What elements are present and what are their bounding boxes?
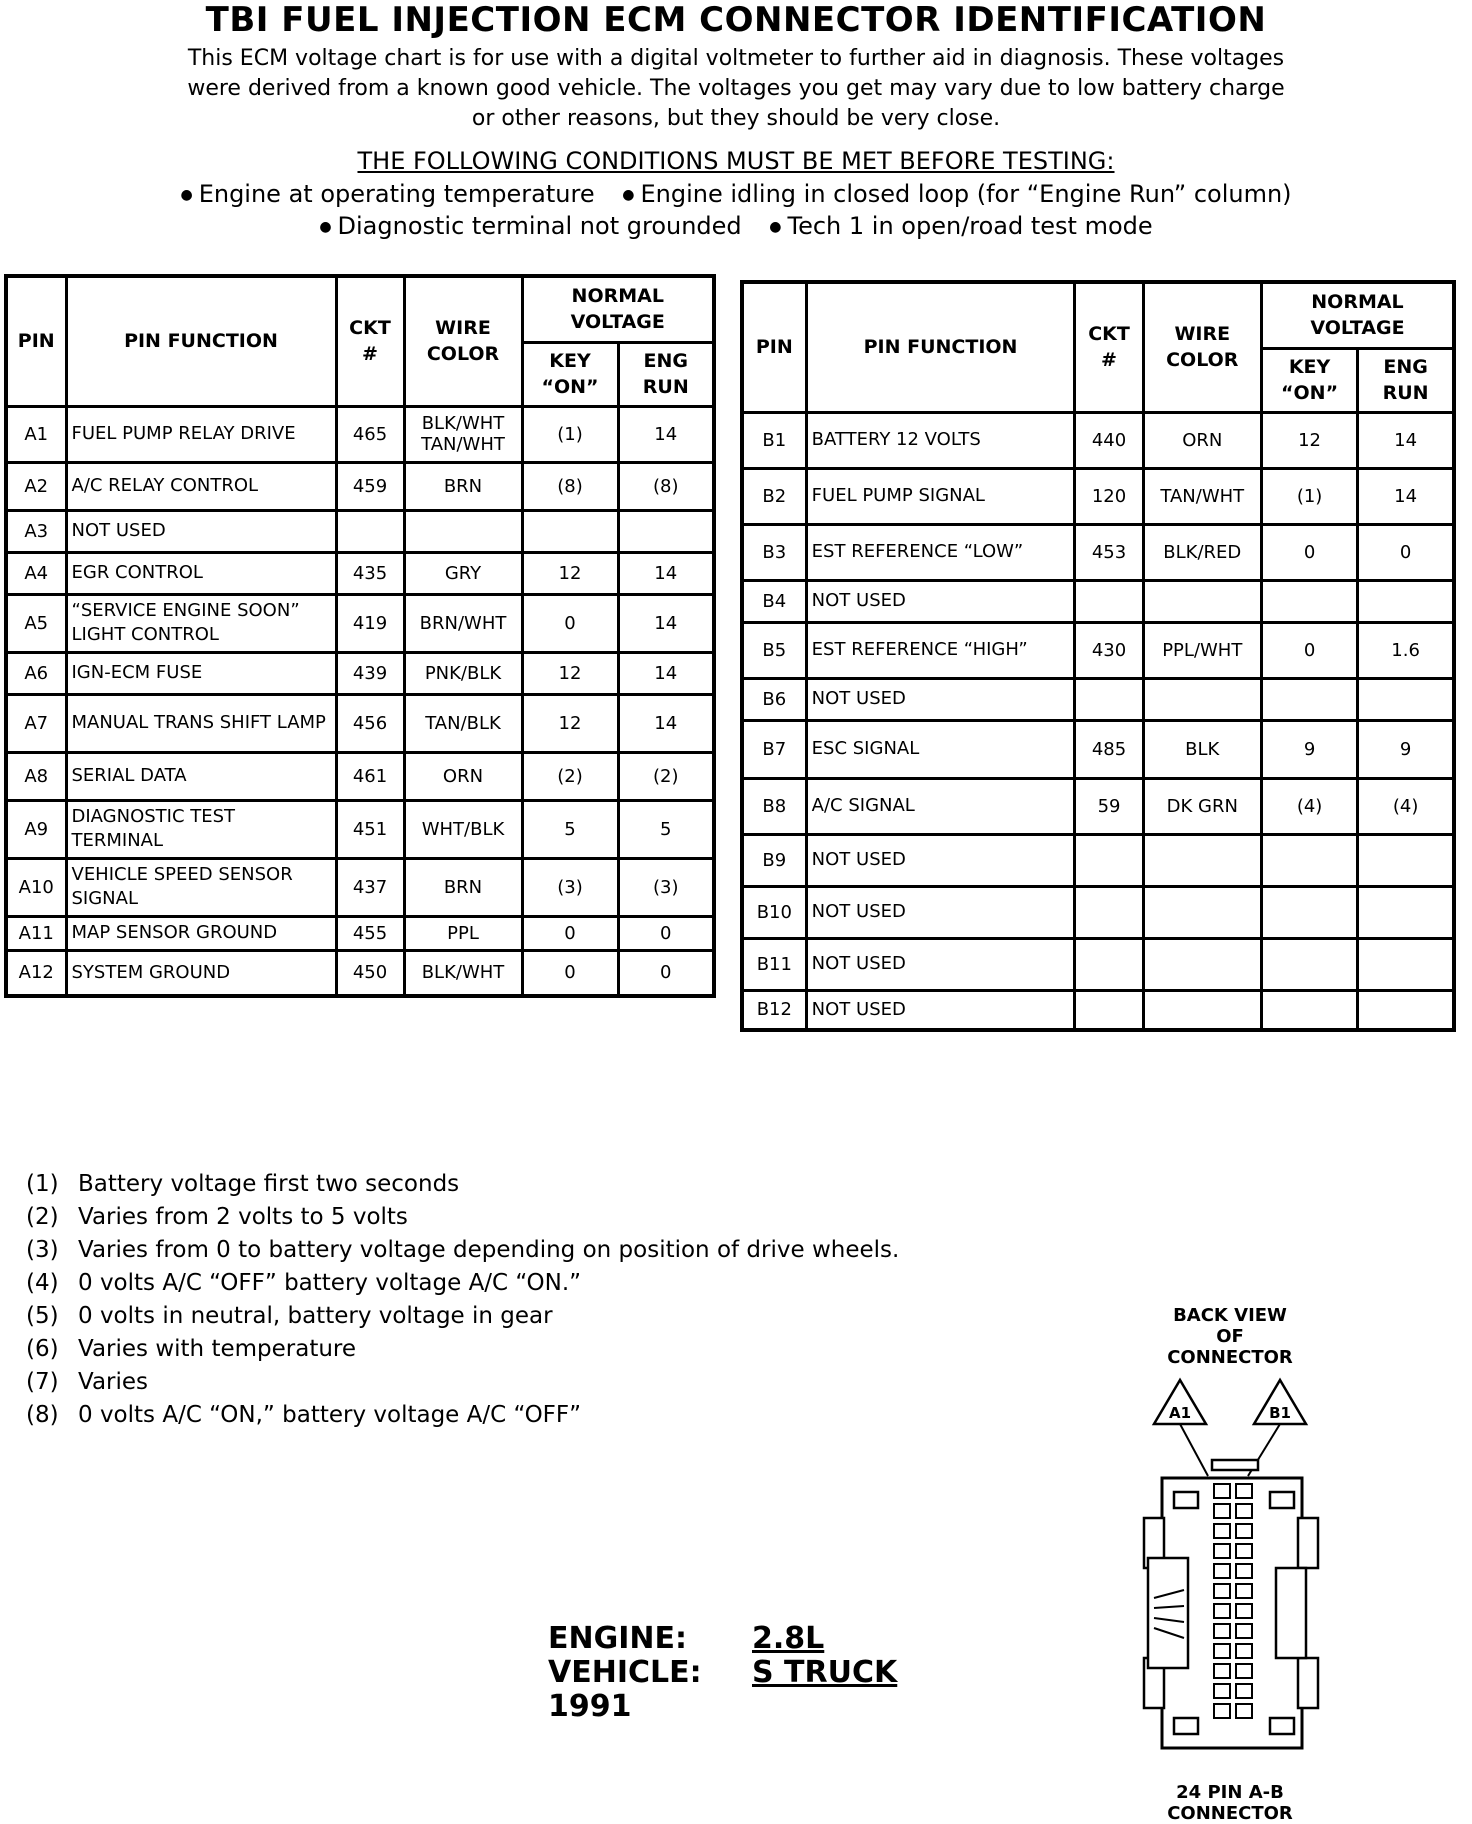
pin-cell: A3 xyxy=(6,510,66,552)
ckt-cell: 451 xyxy=(336,800,404,858)
footnote-number: (8) xyxy=(26,1402,59,1428)
pin-cavity xyxy=(1214,1524,1230,1538)
engine-value: 2.8L xyxy=(752,1621,825,1656)
header-pin-function: PIN FUNCTION xyxy=(66,276,336,406)
pin-function-cell: A/C SIGNAL xyxy=(806,778,1075,834)
eng-run-cell: 0 xyxy=(1358,524,1454,580)
ckt-cell: 435 xyxy=(336,552,404,594)
eng-run-cell: 14 xyxy=(1358,468,1454,524)
condition-item: ● Engine at operating temperature xyxy=(180,180,594,208)
footnote-number: (5) xyxy=(26,1303,59,1329)
eng-run-cell: 14 xyxy=(618,694,714,752)
footnote-text: Varies with temperature xyxy=(78,1336,357,1362)
table-row xyxy=(6,916,714,950)
footnote-text: Varies from 0 to battery voltage depending on position of drive wheels. xyxy=(78,1237,900,1263)
header-ckt: CKT # xyxy=(1075,282,1143,412)
footnotes xyxy=(26,1168,899,1432)
key-on-cell xyxy=(1261,678,1357,720)
pin-function-cell: EST REFERENCE “LOW” xyxy=(806,524,1075,580)
pin-cavity xyxy=(1236,1604,1252,1618)
model-year: 1991 xyxy=(548,1689,632,1724)
pin-function-cell: MANUAL TRANS SHIFT LAMP xyxy=(66,694,336,752)
ckt-cell: 440 xyxy=(1075,412,1143,468)
vehicle-value: S TRUCK xyxy=(752,1655,898,1690)
key-on-cell: 12 xyxy=(522,694,618,752)
pin-function-cell: VEHICLE SPEED SENSOR SIGNAL xyxy=(66,858,336,916)
pin-function-cell: A/C RELAY CONTROL xyxy=(66,462,336,510)
eng-run-cell: 14 xyxy=(1358,412,1454,468)
header-normal-voltage: NORMAL VOLTAGE xyxy=(1261,282,1454,348)
footnote-number: (3) xyxy=(26,1237,59,1263)
key-on-cell xyxy=(1261,990,1357,1030)
pin-cavity xyxy=(1214,1504,1230,1518)
wire-color-cell: TAN/BLK xyxy=(404,694,522,752)
pin-cell: B9 xyxy=(742,834,806,886)
pin-cell: A12 xyxy=(6,950,66,996)
ckt-cell xyxy=(1075,678,1143,720)
wire-color-cell: DK GRN xyxy=(1143,778,1261,834)
pin-cavity xyxy=(1214,1664,1230,1678)
footnote xyxy=(26,1300,899,1333)
wire-color-cell: ORN xyxy=(1143,412,1261,468)
pin-function-cell: EST REFERENCE “HIGH” xyxy=(806,622,1075,678)
pin-cavity xyxy=(1214,1544,1230,1558)
header-pin: PIN xyxy=(6,276,66,406)
key-on-cell: 9 xyxy=(1261,720,1357,778)
header-wire-color: WIRE COLOR xyxy=(1143,282,1261,412)
table-row xyxy=(742,622,1454,678)
table-row xyxy=(6,552,714,594)
table-row xyxy=(6,858,714,916)
pin-function-cell: MAP SENSOR GROUND xyxy=(66,916,336,950)
wire-color-cell: BRN xyxy=(404,462,522,510)
pin-cell: A10 xyxy=(6,858,66,916)
eng-run-cell: 14 xyxy=(618,652,714,694)
key-on-cell xyxy=(1261,938,1357,990)
eng-run-cell: 14 xyxy=(618,552,714,594)
key-on-cell: 12 xyxy=(522,652,618,694)
wire-color-cell: BRN xyxy=(404,858,522,916)
footnote-text: Battery voltage first two seconds xyxy=(78,1171,460,1197)
pin-a1-marker xyxy=(1154,1380,1208,1476)
ckt-cell: 450 xyxy=(336,950,404,996)
ckt-cell xyxy=(1075,834,1143,886)
wire-color-cell: PPL/WHT xyxy=(1143,622,1261,678)
key-on-cell: (2) xyxy=(522,752,618,800)
pin-cavity xyxy=(1214,1584,1230,1598)
pin-function-cell: NOT USED xyxy=(806,834,1075,886)
pin-cell: B7 xyxy=(742,720,806,778)
eng-run-cell xyxy=(1358,580,1454,622)
table-row xyxy=(6,950,714,996)
table-row xyxy=(742,886,1454,938)
table-row xyxy=(6,694,714,752)
table-row xyxy=(742,778,1454,834)
pin-cavity xyxy=(1214,1644,1230,1658)
pin-function-cell: SERIAL DATA xyxy=(66,752,336,800)
key-on-cell xyxy=(522,510,618,552)
eng-run-cell xyxy=(1358,886,1454,938)
wire-color-cell xyxy=(1143,834,1261,886)
pin-function-cell: NOT USED xyxy=(806,886,1075,938)
pin-function-cell: ESC SIGNAL xyxy=(806,720,1075,778)
eng-run-cell: 0 xyxy=(618,916,714,950)
pin-function-cell: SYSTEM GROUND xyxy=(66,950,336,996)
eng-run-cell: 1.6 xyxy=(1358,622,1454,678)
wire-color-cell: BRN/WHT xyxy=(404,594,522,652)
wire-color-cell: WHT/BLK xyxy=(404,800,522,858)
pin-cell: B1 xyxy=(742,412,806,468)
pin-function-cell: EGR CONTROL xyxy=(66,552,336,594)
pin-cavity xyxy=(1236,1504,1252,1518)
pin-cavity xyxy=(1236,1484,1252,1498)
pin-cavity xyxy=(1214,1624,1230,1638)
pin-cavity xyxy=(1236,1664,1252,1678)
pin-cell: B12 xyxy=(742,990,806,1030)
table-row xyxy=(6,652,714,694)
ckt-cell xyxy=(1075,886,1143,938)
footnote xyxy=(26,1168,899,1201)
wire-color-cell: GRY xyxy=(404,552,522,594)
ckt-cell xyxy=(1075,990,1143,1030)
pin-function-cell: NOT USED xyxy=(806,990,1075,1030)
eng-run-cell: 14 xyxy=(618,594,714,652)
pin-cavity xyxy=(1236,1644,1252,1658)
eng-run-cell: 0 xyxy=(618,950,714,996)
pin-cell: A1 xyxy=(6,406,66,462)
pin-table-a xyxy=(4,274,716,998)
ckt-cell: 439 xyxy=(336,652,404,694)
pin-table-b xyxy=(740,280,1456,1032)
pin-cell: A9 xyxy=(6,800,66,858)
ckt-cell: 459 xyxy=(336,462,404,510)
pin-cell: A6 xyxy=(6,652,66,694)
condition-item: ● Engine idling in closed loop (for “Engine Run” column) xyxy=(622,180,1291,208)
wire-color-cell: PNK/BLK xyxy=(404,652,522,694)
ckt-cell: 455 xyxy=(336,916,404,950)
vehicle-label: VEHICLE: xyxy=(548,1655,702,1690)
pin-cell: B6 xyxy=(742,678,806,720)
pin-cell: B3 xyxy=(742,524,806,580)
footnote xyxy=(26,1201,899,1234)
key-on-cell xyxy=(1261,886,1357,938)
intro-line: were derived from a known good vehicle. The voltages you get may vary due to low battery charge xyxy=(187,76,1285,101)
connector-label: 24 PIN A-B CONNECTOR xyxy=(1167,1782,1293,1824)
intro-line: This ECM voltage chart is for use with a digital voltmeter to further aid in diagnosis. These voltages xyxy=(187,46,1285,71)
pin-function-cell: NOT USED xyxy=(806,678,1075,720)
intro-line: or other reasons, but they should be very close. xyxy=(471,106,1001,131)
key-on-cell: (4) xyxy=(1261,778,1357,834)
table-row xyxy=(742,412,1454,468)
key-on-cell xyxy=(1261,834,1357,886)
footnote-number: (2) xyxy=(26,1204,59,1230)
pin-function-cell: IGN-ECM FUSE xyxy=(66,652,336,694)
footnote xyxy=(26,1267,899,1300)
eng-run-cell xyxy=(618,510,714,552)
pin-cell: B11 xyxy=(742,938,806,990)
document-title: TBI FUEL INJECTION ECM CONNECTOR IDENTIFICATION xyxy=(205,0,1267,40)
pin-cavity xyxy=(1214,1604,1230,1618)
table-row xyxy=(6,594,714,652)
footnote xyxy=(26,1234,899,1267)
wire-color-cell xyxy=(1143,678,1261,720)
pin-function-cell: FUEL PUMP RELAY DRIVE xyxy=(66,406,336,462)
pin-cavity xyxy=(1236,1704,1252,1718)
pin-cell: B4 xyxy=(742,580,806,622)
wire-color-cell xyxy=(1143,938,1261,990)
header-key-on: KEY “ON” xyxy=(522,342,618,406)
intro-paragraph xyxy=(60,44,1412,134)
key-on-cell: 0 xyxy=(1261,622,1357,678)
wire-color-cell: PPL xyxy=(404,916,522,950)
pin-cavity xyxy=(1214,1564,1230,1578)
key-on-cell: (1) xyxy=(1261,468,1357,524)
table-row xyxy=(742,678,1454,720)
footnote xyxy=(26,1366,899,1399)
conditions-line-1 xyxy=(0,180,1472,208)
ckt-cell: 59 xyxy=(1075,778,1143,834)
pin-cell: A7 xyxy=(6,694,66,752)
footnote xyxy=(26,1333,899,1366)
eng-run-cell xyxy=(1358,990,1454,1030)
footnote-text: 0 volts A/C “ON,” battery voltage A/C “OFF” xyxy=(78,1402,582,1428)
ckt-cell: 120 xyxy=(1075,468,1143,524)
pin-function-cell: “SERVICE ENGINE SOON” LIGHT CONTROL xyxy=(66,594,336,652)
table-row xyxy=(6,800,714,858)
pin-cavity xyxy=(1214,1684,1230,1698)
pin-cell: A8 xyxy=(6,752,66,800)
ckt-cell: 461 xyxy=(336,752,404,800)
condition-item: ● Tech 1 in open/road test mode xyxy=(769,212,1152,240)
eng-run-cell xyxy=(1358,678,1454,720)
footnote-number: (4) xyxy=(26,1270,59,1296)
table-row xyxy=(742,938,1454,990)
pin-cavity xyxy=(1236,1544,1252,1558)
pin-cell: B8 xyxy=(742,778,806,834)
eng-run-cell: 5 xyxy=(618,800,714,858)
key-on-cell: 0 xyxy=(522,916,618,950)
key-on-cell xyxy=(1261,580,1357,622)
wire-color-cell xyxy=(1143,990,1261,1030)
pin-function-cell: BATTERY 12 VOLTS xyxy=(806,412,1075,468)
key-on-cell: 0 xyxy=(522,950,618,996)
ckt-cell: 419 xyxy=(336,594,404,652)
pin-cell: A2 xyxy=(6,462,66,510)
header-eng-run: ENG RUN xyxy=(618,342,714,406)
footnote-number: (1) xyxy=(26,1171,59,1197)
engine-info xyxy=(548,1622,897,1724)
wire-color-cell xyxy=(1143,886,1261,938)
eng-run-cell: (4) xyxy=(1358,778,1454,834)
footnote-number: (6) xyxy=(26,1336,59,1362)
eng-run-cell: (2) xyxy=(618,752,714,800)
wire-color-cell xyxy=(404,510,522,552)
header-normal-voltage: NORMAL VOLTAGE xyxy=(522,276,714,342)
table-row xyxy=(742,990,1454,1030)
table-row xyxy=(6,462,714,510)
header-pin-function: PIN FUNCTION xyxy=(806,282,1075,412)
ckt-cell: 456 xyxy=(336,694,404,752)
table-row xyxy=(6,752,714,800)
pin-function-cell: NOT USED xyxy=(806,938,1075,990)
wire-color-cell: BLK/RED xyxy=(1143,524,1261,580)
pin-cell: B2 xyxy=(742,468,806,524)
pin-cell: B10 xyxy=(742,886,806,938)
conditions-line-2 xyxy=(0,212,1472,240)
condition-item: ● Diagnostic terminal not grounded xyxy=(319,212,741,240)
wire-color-cell: BLK xyxy=(1143,720,1261,778)
footnote-text: 0 volts A/C “OFF” battery voltage A/C “ON.” xyxy=(78,1270,582,1296)
pin-cavity xyxy=(1214,1484,1230,1498)
ckt-cell: 430 xyxy=(1075,622,1143,678)
footnote xyxy=(26,1399,899,1432)
ckt-cell xyxy=(336,510,404,552)
key-on-cell: (1) xyxy=(522,406,618,462)
table-row xyxy=(742,720,1454,778)
key-on-cell: (8) xyxy=(522,462,618,510)
wire-color-cell: TAN/WHT xyxy=(1143,468,1261,524)
key-on-cell: (3) xyxy=(522,858,618,916)
key-on-cell: 5 xyxy=(522,800,618,858)
conditions-heading: THE FOLLOWING CONDITIONS MUST BE MET BEFORE TESTING: xyxy=(357,147,1115,175)
table-row xyxy=(6,406,714,462)
pin-cavity xyxy=(1236,1564,1252,1578)
ckt-cell xyxy=(1075,580,1143,622)
pin-function-cell: FUEL PUMP SIGNAL xyxy=(806,468,1075,524)
eng-run-cell: (8) xyxy=(618,462,714,510)
pin-cell: A5 xyxy=(6,594,66,652)
table-row xyxy=(742,834,1454,886)
connector-diagram xyxy=(1140,1368,1320,1780)
ckt-cell: 437 xyxy=(336,858,404,916)
pin-cavity xyxy=(1214,1704,1230,1718)
wire-color-cell xyxy=(1143,580,1261,622)
pin-cell: A11 xyxy=(6,916,66,950)
pin-cell: B5 xyxy=(742,622,806,678)
pin-cavity xyxy=(1236,1524,1252,1538)
table-row xyxy=(742,468,1454,524)
wire-color-cell: BLK/WHT TAN/WHT xyxy=(404,406,522,462)
footnote-text: Varies from 2 volts to 5 volts xyxy=(78,1204,408,1230)
table-row xyxy=(742,524,1454,580)
key-on-cell: 12 xyxy=(1261,412,1357,468)
ckt-cell xyxy=(1075,938,1143,990)
table-row xyxy=(6,510,714,552)
footnote-text: Varies xyxy=(78,1369,149,1395)
engine-label: ENGINE: xyxy=(548,1621,687,1656)
footnote-number: (7) xyxy=(26,1369,59,1395)
ckt-cell: 465 xyxy=(336,406,404,462)
wire-color-cell: BLK/WHT xyxy=(404,950,522,996)
header-wire-color: WIRE COLOR xyxy=(404,276,522,406)
table-row xyxy=(742,580,1454,622)
pin-cavity xyxy=(1236,1624,1252,1638)
pin-function-cell: DIAGNOSTIC TEST TERMINAL xyxy=(66,800,336,858)
header-key-on: KEY “ON” xyxy=(1261,348,1357,412)
ckt-cell: 485 xyxy=(1075,720,1143,778)
key-on-cell: 12 xyxy=(522,552,618,594)
svg-text:B1: B1 xyxy=(1269,1404,1291,1422)
footnote-text: 0 volts in neutral, battery voltage in gear xyxy=(78,1303,553,1329)
connector-back-view-label: BACK VIEW OF CONNECTOR xyxy=(1167,1305,1293,1368)
eng-run-cell: 14 xyxy=(618,406,714,462)
header-eng-run: ENG RUN xyxy=(1358,348,1454,412)
key-on-cell: 0 xyxy=(522,594,618,652)
header-pin: PIN xyxy=(742,282,806,412)
key-on-cell: 0 xyxy=(1261,524,1357,580)
wire-color-cell: ORN xyxy=(404,752,522,800)
svg-text:A1: A1 xyxy=(1168,1404,1192,1422)
pin-function-cell: NOT USED xyxy=(806,580,1075,622)
pin-cell: A4 xyxy=(6,552,66,594)
eng-run-cell xyxy=(1358,938,1454,990)
pin-cavity xyxy=(1236,1584,1252,1598)
pin-function-cell: NOT USED xyxy=(66,510,336,552)
eng-run-cell: 9 xyxy=(1358,720,1454,778)
pin-cavity xyxy=(1236,1684,1252,1698)
header-ckt: CKT # xyxy=(336,276,404,406)
eng-run-cell: (3) xyxy=(618,858,714,916)
eng-run-cell xyxy=(1358,834,1454,886)
ckt-cell: 453 xyxy=(1075,524,1143,580)
